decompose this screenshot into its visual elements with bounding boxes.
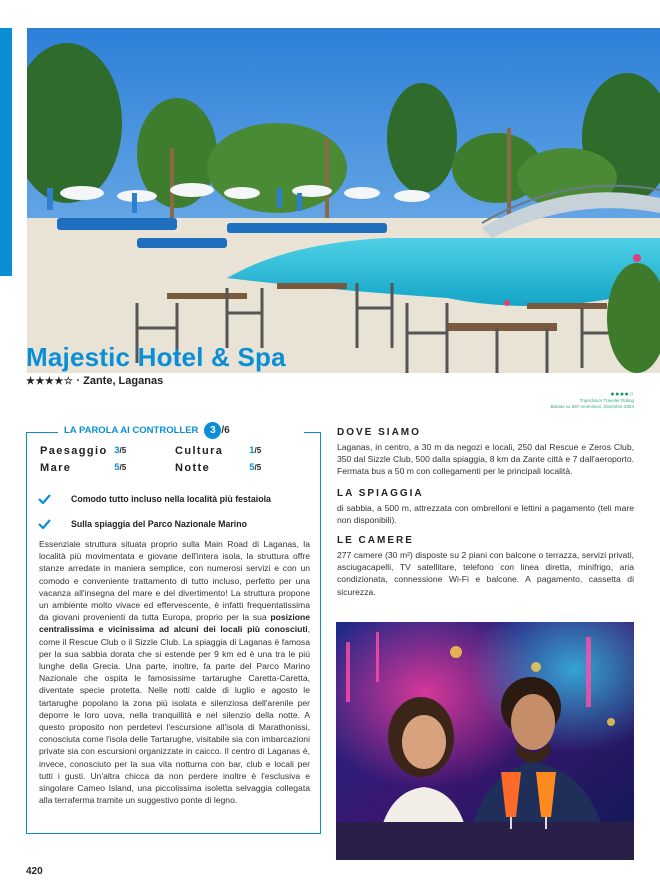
nightlife-photo: [336, 622, 634, 860]
ratings-row: [40, 442, 310, 459]
section-title: LE CAMERE: [337, 535, 414, 546]
hotel-pool-photo: [27, 28, 660, 373]
section-text: di sabbia, a 500 m, attrezzata con ombrelloni e lettini a pagamento (teli mare non disponibili).: [337, 503, 634, 526]
controller-score-badge: 3: [204, 422, 221, 439]
section-text: Laganas, in centro, a 30 m da negozi e locali, 250 dal Rescue e Zeros Club, 350 dal Sizzle Club, 500 dalla spiaggia, 8 km da Zante città e 7 dall'aeroporto. Fermata bus a 50 m con collegamenti per le principali località.: [337, 442, 634, 477]
tripadvisor-dots: ●●●●○: [610, 391, 634, 398]
tripadvisor-reviews: Basato su 697 recensioni, Dicembre 2024: [550, 404, 634, 409]
page-number: 420: [26, 866, 43, 877]
hotel-description: Essenziale struttura situata proprio sulla Main Road di Laganas, la località più movimentata e giovane dell'intera isola, la struttura offre stanze arredate in maniera semplice, con numerosi servizi e con un comodo e conveniente trattamento di tutto incluso, perfetto per una vacanza all'insegna del mare e del divertimento! La struttura propone un ambiente molto vivace ed effervescente, è infatti frequentatissima da giovani provenienti da tutta Europa, proprio per la sua posizione centralissima e vicinissima ad alcuni dei locali più conosciuti, come il Rescue Club o il Sizzle Club. La spiaggia di Laganas è famosa per la sua sabbia dorata che si estende per 9 km ed è una tra le più lunghe della Grecia. Una parte, inoltre, fa parte del Parco Marino Nazionale che ospita le famosissime tartarughe Caretta-Caretta, diventate specie protetta. Nelle notti calde di luglio e agosto le tartarughe popolano la zona più isolata e silenziosa dell'arenile per deporre le loro uova, nella tranquillità e nel silenzio della notte. A questo proposito non perdetevi l'escursione all'isola di Marathonissi, conosciuta come l'isola delle Tartarughe, visitabile sia con imbarcazioni private sia con escursioni organizzate in caicco. Il centro di Laganas è, invece, conosciuto per la sua vita notturna con bar, club e locali per tutti i gusti. Un'altra chicca da non perdere inoltre è l'esclusiva e singolare Cameo Island, una piccolissima isoletta selvaggia collegata alla terraferma tramite un suggestivo ponte di legno.: [39, 539, 310, 806]
hotel-name: Majestic Hotel & Spa: [26, 342, 286, 372]
rating-label: Paesaggio: [40, 444, 108, 457]
section-beach: [337, 488, 634, 526]
controller-heading: [58, 420, 304, 440]
rating-label: Notte: [175, 461, 211, 474]
rating-value: 1/5: [249, 445, 262, 456]
highlight-item: Sulla spiaggia del Parco Nazionale Marino: [38, 511, 308, 536]
ratings-grid: [40, 442, 310, 476]
rating-value: 3/5: [114, 445, 127, 456]
rating-label: Cultura: [175, 444, 224, 457]
tripadvisor-label: TripAdvisor Traveler Rating: [579, 398, 634, 403]
tripadvisor-rating: [550, 392, 634, 410]
highlight-item: Comodo tutto incluso nella località più festaiola: [38, 486, 308, 511]
description-highlight: posizione centralissima e vicinissima ad alcuni dei locali più conosciuti: [39, 612, 310, 635]
rating-label: Mare: [40, 461, 72, 474]
rating-value: 5/5: [114, 462, 127, 473]
checkmark-icon: [38, 494, 51, 504]
ratings-row: [40, 459, 310, 476]
highlights-list: [38, 486, 308, 536]
accent-bar: [0, 28, 12, 276]
section-title: DOVE SIAMO: [337, 427, 421, 438]
rating-value: 5/5: [249, 462, 262, 473]
checkmark-icon: [38, 519, 51, 529]
section-title: LA SPIAGGIA: [337, 488, 424, 499]
hotel-subtitle: [26, 375, 163, 387]
section-location: [337, 427, 634, 478]
controller-title: LA PAROLA AI CONTROLLER: [64, 424, 199, 436]
section-rooms: [337, 535, 634, 598]
controller-score-max: /6: [221, 424, 230, 436]
hotel-location: · Zante, Laganas: [76, 375, 164, 387]
star-rating: ★★★★☆: [26, 376, 74, 387]
section-text: 277 camere (30 m²) disposte su 2 piani con balcone o terrazza, servizi privati, asciugacapelli, TV satellitare, telefono con linea diretta, minifrigo, aria condizionata, connessione Wi-Fi e balcone. A pagamento, cassetta di sicurezza.: [337, 550, 634, 597]
